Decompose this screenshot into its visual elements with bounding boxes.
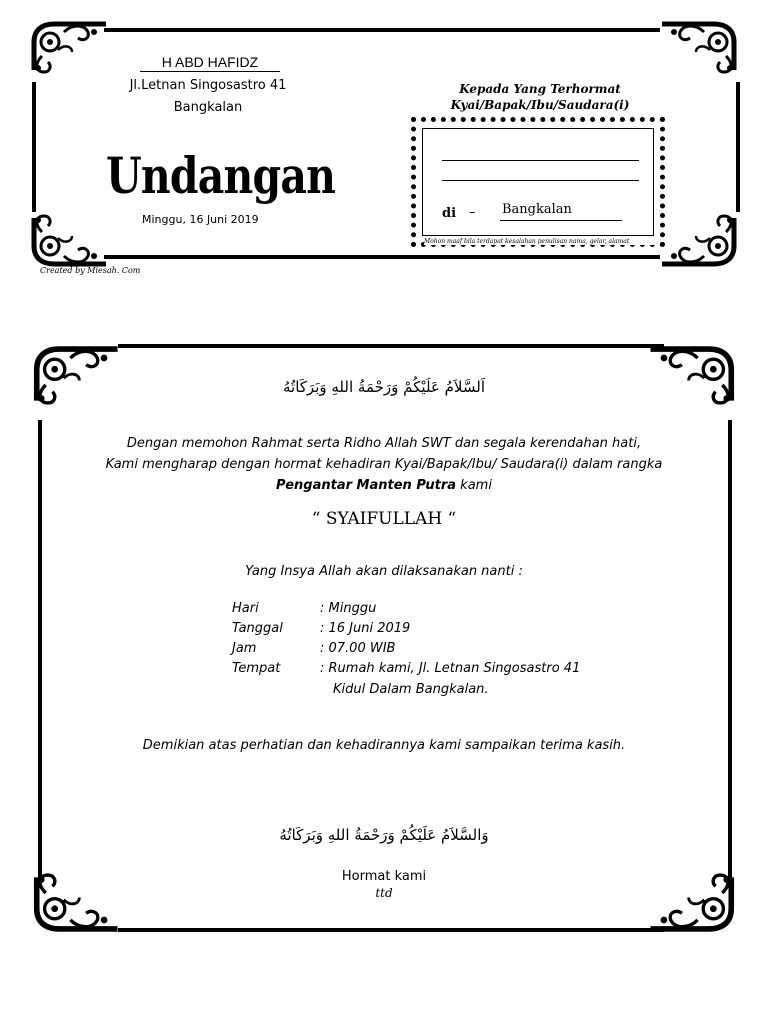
detail-value: : Rumah kami, Jl. Letnan Singosastro 41 bbox=[320, 661, 581, 676]
recipient-heading: Kepada Yang Terhormat bbox=[459, 82, 621, 96]
signature: ttd bbox=[375, 886, 393, 900]
detail-place bbox=[232, 661, 580, 676]
envelope-bottom-border bbox=[104, 255, 660, 259]
apology-note: Mohon maaf bila terdapat kesalahan penulisan nama, gelar, alamat bbox=[424, 238, 660, 245]
detail-date bbox=[232, 621, 410, 636]
detail-value: : 07.00 WIB bbox=[320, 641, 396, 656]
event-suffix: kami bbox=[456, 478, 492, 493]
intro-line-1: Dengan memohon Rahmat serta Ridho Allah SWT dan segala kerendahan hati, bbox=[126, 436, 642, 451]
recipient-heading-2: Kyai/Bapak/Ibu/Saudara(i) bbox=[450, 98, 630, 112]
detail-value: : Minggu bbox=[320, 601, 377, 616]
letter-left-border bbox=[38, 420, 42, 880]
intro-line-2: Kami mengharap dengan hormat kehadiran Kyai/Bapak/Ibu/ Saudara(i) dalam rangka bbox=[105, 457, 663, 472]
salam-closing: وَالسَّلاَمُ عَلَيْكُمْ وَرَحْمَةُ اللهِ وَبَرَكَاتُهُ bbox=[279, 826, 489, 844]
ornament-corner-icon bbox=[658, 212, 740, 268]
detail-label: Hari bbox=[232, 601, 259, 616]
ornament-corner-icon bbox=[646, 340, 738, 412]
envelope-top-border bbox=[104, 28, 660, 32]
sender-name: H ABD HAFIDZ bbox=[140, 54, 280, 72]
detail-time bbox=[232, 641, 395, 656]
detail-label: Jam bbox=[232, 641, 257, 656]
letter-top-border bbox=[118, 344, 664, 348]
detail-value: : 16 Juni 2019 bbox=[320, 621, 411, 636]
event-name: Pengantar Manten Putra bbox=[276, 478, 457, 493]
intro-line-3 bbox=[60, 478, 708, 493]
recipient-address-line[interactable] bbox=[442, 180, 639, 181]
recipient-name-line[interactable] bbox=[442, 160, 639, 161]
detail-place-line-2 bbox=[333, 682, 489, 697]
envelope-right-border bbox=[736, 82, 740, 212]
invitation-title: Undangan bbox=[106, 146, 336, 205]
letter-bottom-border bbox=[118, 928, 664, 932]
schedule-lead: Yang Insya Allah akan dilaksanakan nanti : bbox=[245, 564, 523, 579]
sender-address: Jl.Letnan Singosastro 41 bbox=[129, 78, 287, 93]
ornament-corner-icon bbox=[658, 20, 740, 76]
ornament-corner-icon bbox=[646, 866, 738, 938]
groom-name: “ SYAIFULLAH “ bbox=[311, 509, 457, 529]
envelope-left-border bbox=[32, 82, 36, 212]
credit-note: Created by Miesah. Com bbox=[40, 266, 141, 275]
closing-sentence: Demikian atas perhatian dan kehadirannya kami sampaikan terima kasih. bbox=[142, 738, 626, 753]
recipient-city[interactable]: Bangkalan bbox=[500, 200, 622, 221]
ornament-corner-icon bbox=[30, 340, 122, 412]
detail-label: Tanggal bbox=[232, 621, 283, 636]
ornament-corner-icon bbox=[30, 866, 122, 938]
di-label: di bbox=[442, 206, 457, 221]
letter-right-border bbox=[728, 420, 732, 880]
sender-city: Bangkalan bbox=[173, 100, 243, 115]
detail-day bbox=[232, 601, 376, 616]
salam-opening: اَلسَّلاَمُ عَلَيْكُمْ وَرَحْمَةُ اللهِ وَبَرَكَاتُهُ bbox=[283, 378, 485, 396]
address-box bbox=[411, 117, 665, 247]
di-dash: – bbox=[469, 205, 476, 220]
ornament-corner-icon bbox=[28, 212, 110, 268]
detail-value: Kidul Dalam Bangkalan. bbox=[333, 682, 489, 697]
detail-label: Tempat bbox=[232, 661, 281, 676]
event-date: Minggu, 16 Juni 2019 bbox=[142, 213, 259, 226]
regards: Hormat kami bbox=[341, 869, 427, 884]
ornament-corner-icon bbox=[28, 20, 110, 76]
